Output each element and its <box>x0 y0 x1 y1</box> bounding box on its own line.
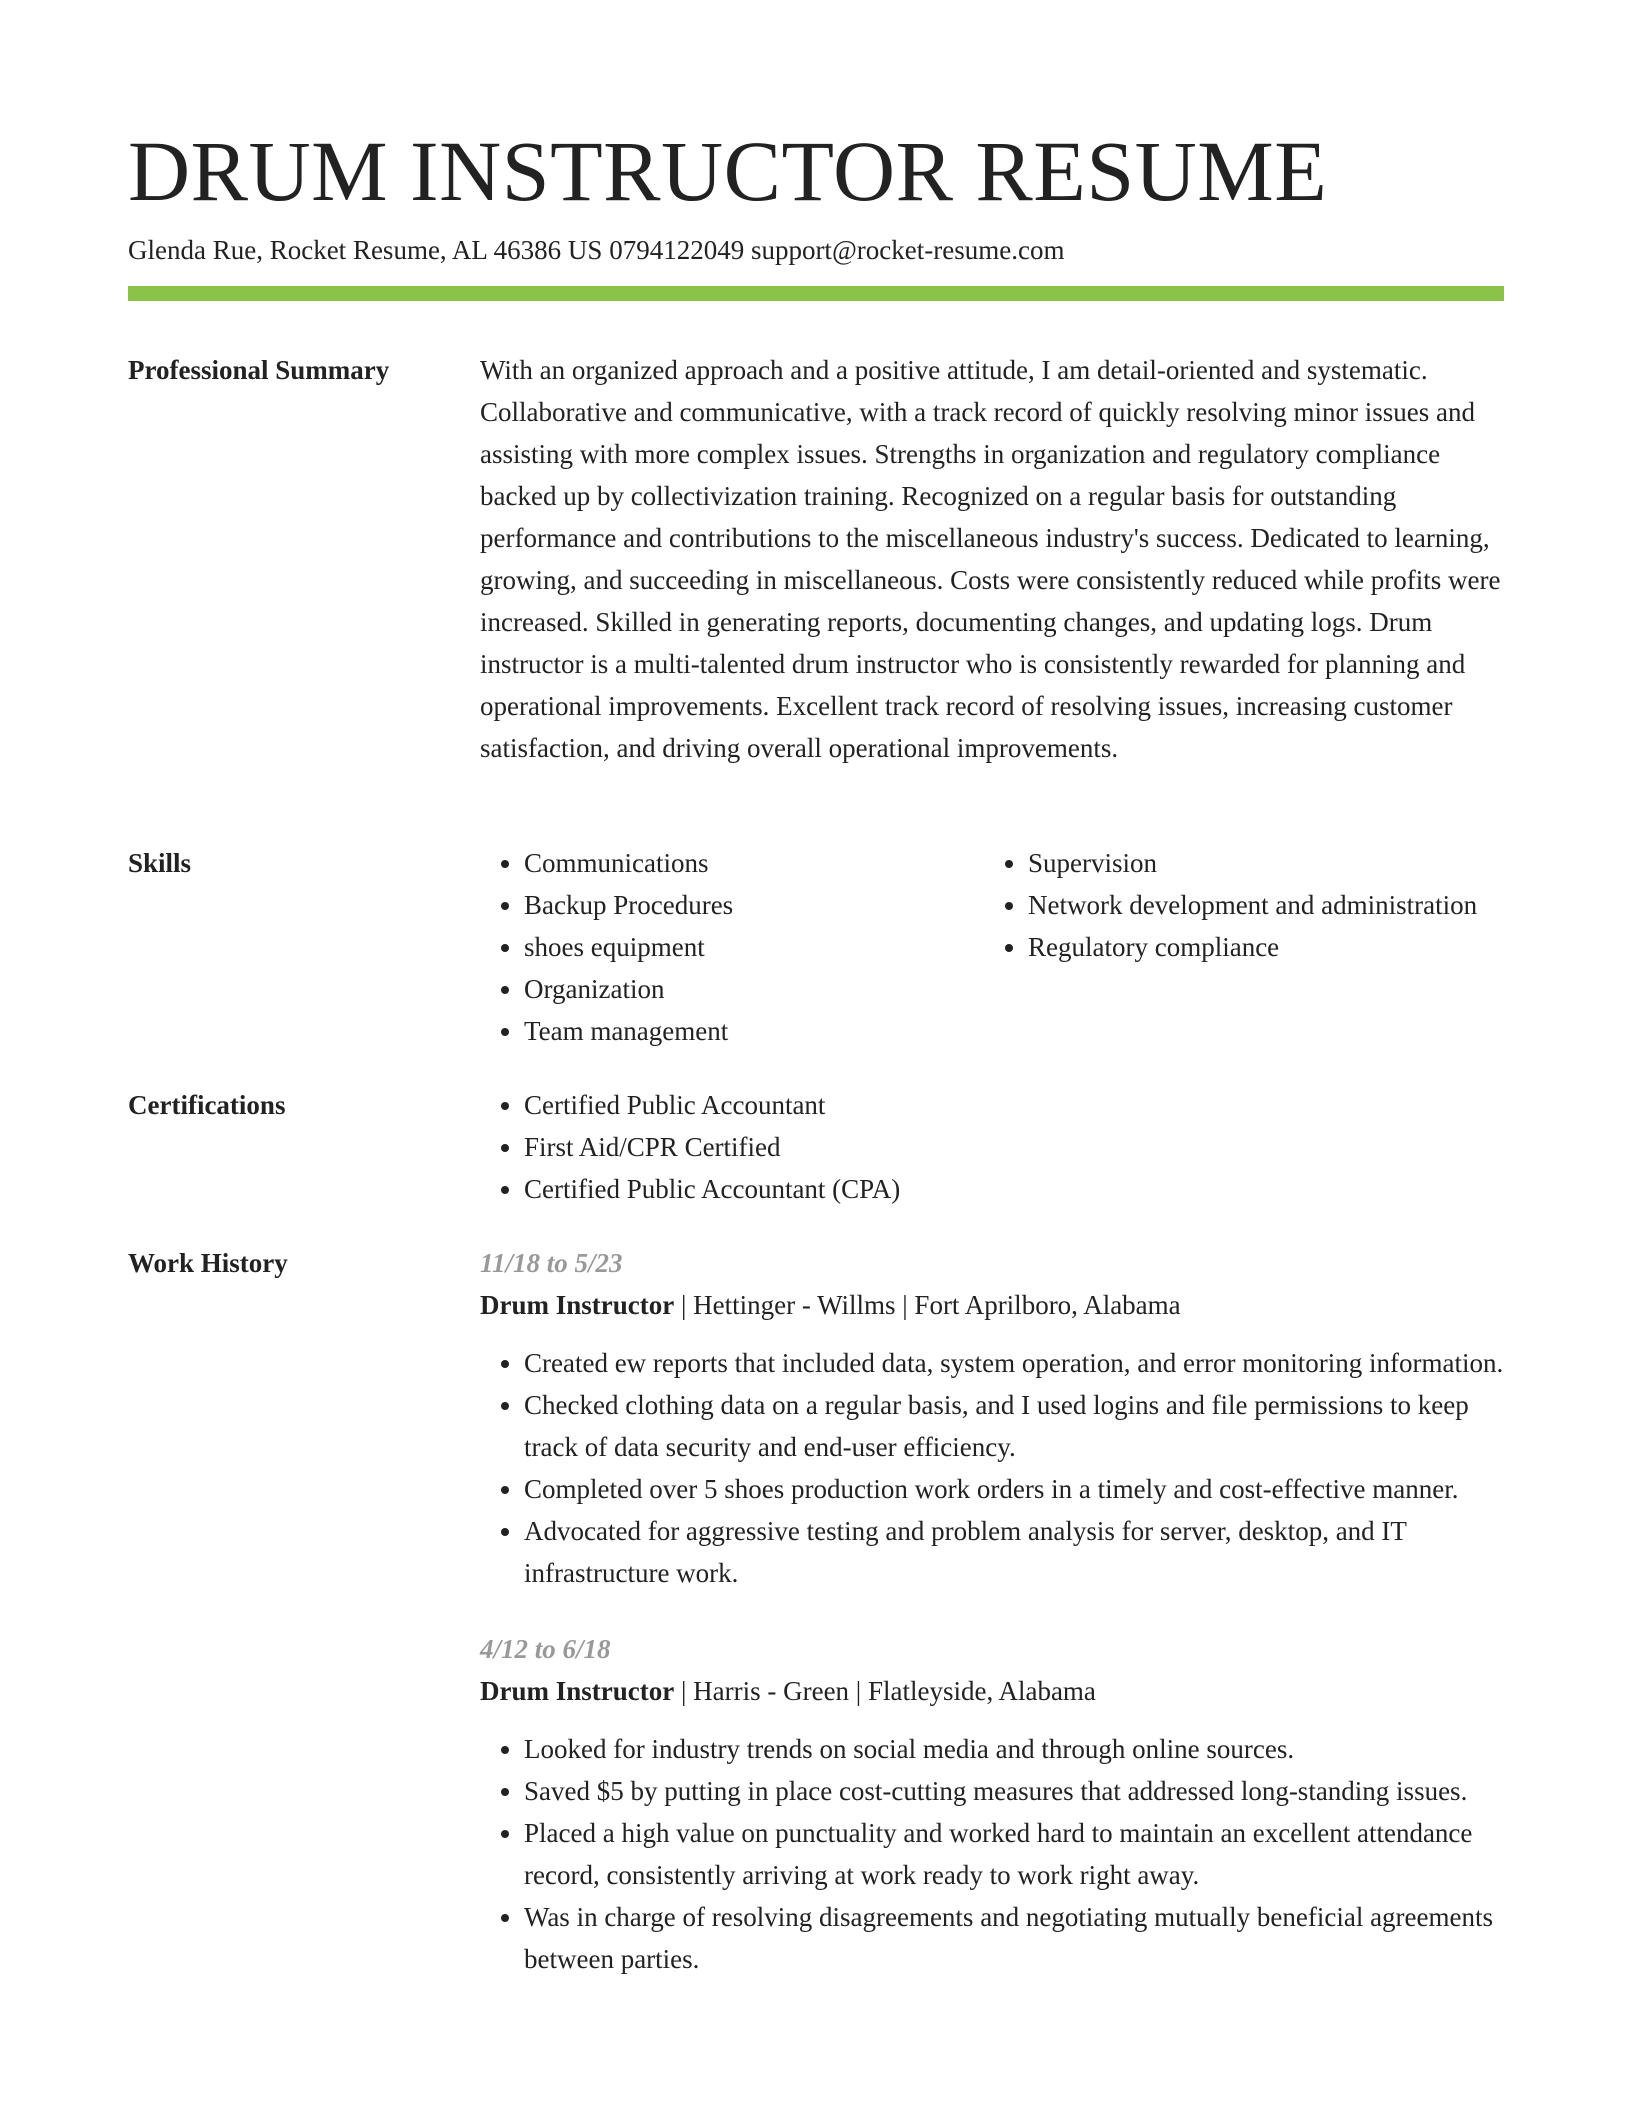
skills-list-left <box>480 842 984 1052</box>
contact-line: Glenda Rue, Rocket Resume, AL 46386 US 0794122049 support@rocket-resume.com <box>128 235 1065 265</box>
work-history-label: Work History <box>128 1248 288 1278</box>
certifications-body <box>480 1084 1504 1210</box>
certification-item: • Certified Public Accountant (CPA) <box>524 1168 1504 1210</box>
skill-item: • Backup Procedures <box>524 884 984 926</box>
skill-item: • Network development and administration <box>1028 884 1488 926</box>
skills-column-right <box>984 842 1488 1052</box>
job-bullet: • Completed over 5 shoes production work orders in a timely and cost-effective manner. <box>524 1468 1504 1510</box>
skill-item: • Organization <box>524 968 984 1010</box>
job-bullet: • Saved $5 by putting in place cost-cutting measures that addressed long-standing issues. <box>524 1770 1504 1812</box>
job-entry <box>480 1242 1504 1594</box>
job-bullet: • Was in charge of resolving disagreements and negotiating mutually beneficial agreements between parties. <box>524 1896 1504 1980</box>
skill-item: • Regulatory compliance <box>1028 926 1488 968</box>
certifications-label: Certifications <box>128 1090 286 1120</box>
skill-item: • shoes equipment <box>524 926 984 968</box>
certifications-list <box>480 1084 1504 1210</box>
job-entry <box>480 1628 1504 1980</box>
job-employer-location: | Harris - Green | Flatleyside, Alabama <box>674 1676 1096 1706</box>
work-history-body <box>480 1242 1504 2014</box>
job-bullet: • Checked clothing data on a regular basis, and I used logins and file permissions to keep track of data security and end-user efficiency. <box>524 1384 1504 1468</box>
job-title: Drum Instructor <box>480 1676 675 1706</box>
job-bullets <box>480 1728 1504 1980</box>
job-bullet: • Created ew reports that included data, system operation, and error monitoring information. <box>524 1342 1504 1384</box>
skills-body <box>480 842 1504 1052</box>
job-heading <box>480 1670 1504 1712</box>
skill-item: • Communications <box>524 842 984 884</box>
header-divider <box>128 286 1504 301</box>
skill-item: • Team management <box>524 1010 984 1052</box>
job-bullet: • Looked for industry trends on social media and through online sources. <box>524 1728 1504 1770</box>
resume-title: DRUM INSTRUCTOR RESUME <box>128 123 1328 219</box>
skill-item: • Supervision <box>1028 842 1488 884</box>
summary-body <box>480 349 1504 769</box>
skills-column-left <box>480 842 984 1052</box>
job-title: Drum Instructor <box>480 1290 675 1320</box>
job-bullet: • Advocated for aggressive testing and problem analysis for server, desktop, and IT infrastructure work. <box>524 1510 1504 1594</box>
job-dates: 4/12 to 6/18 <box>480 1634 611 1664</box>
job-bullets <box>480 1342 1504 1594</box>
job-heading <box>480 1284 1504 1326</box>
certification-item: • Certified Public Accountant <box>524 1084 1504 1126</box>
certification-item: • First Aid/CPR Certified <box>524 1126 1504 1168</box>
summary-label: Professional Summary <box>128 355 390 385</box>
job-dates: 11/18 to 5/23 <box>480 1248 623 1278</box>
skills-label: Skills <box>128 848 192 878</box>
skills-list-right <box>984 842 1488 968</box>
job-bullet: • Placed a high value on punctuality and worked hard to maintain an excellent attendance record, consistently arriving at work ready to work right away. <box>524 1812 1504 1896</box>
job-employer-location: | Hettinger - Willms | Fort Aprilboro, Alabama <box>674 1290 1181 1320</box>
summary-text: With an organized approach and a positive attitude, I am detail-oriented and systematic. Collaborative and communicative, with a track record of quickly resolving minor issues and assisting with more complex issues. Strengths in organization and regulatory compliance backed up by collectivization training. Recognized on a regular basis for outstanding performance and contributions to the miscellaneous industry's success. Dedicated to learning, growing, and succeeding in miscellaneous. Costs were consistently reduced while profits were increased. Skilled in generating reports, documenting changes, and updating logs. Drum instructor is a multi-talented drum instructor who is consistently rewarded for planning and operational improvements. Excellent track record of resolving issues, increasing customer satisfaction, and driving overall operational improvements. <box>480 355 1501 763</box>
